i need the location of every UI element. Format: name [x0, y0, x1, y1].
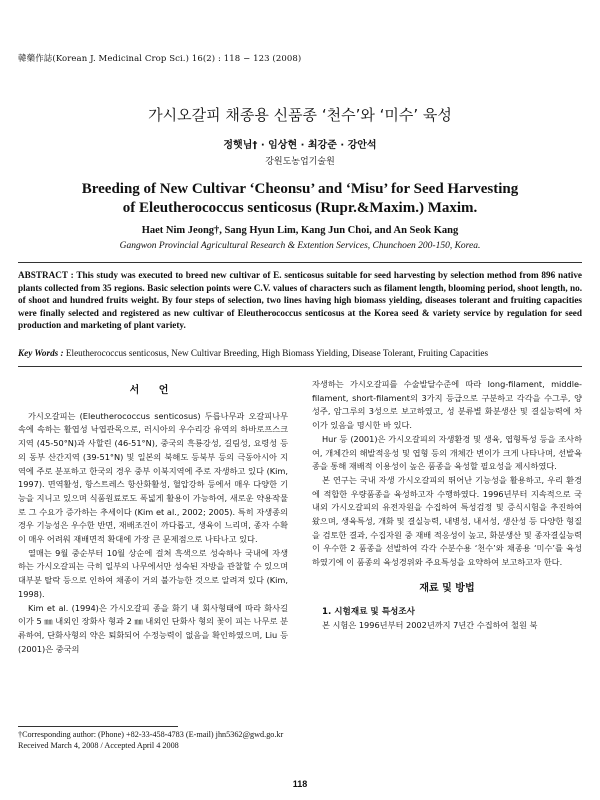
corresponding-author: †Corresponding author: (Phone) +82-33-458-4783 (E-mail) jhn5362@gwd.go.kr — [18, 730, 284, 739]
subsection-heading: 1. 시험재료 및 특성조사 — [322, 606, 415, 617]
title-english-line1: Breeding of New Cultivar ‘Cheonsu’ and ‘Misu’ for Seed Harvesting — [81, 181, 519, 197]
right-column — [312, 378, 582, 633]
keywords-label: Key Words : — [18, 348, 64, 358]
paragraph: Hur 등 (2001)은 가시오갈피의 자생환경 및 생육, 엽형특성 등을 조사하여, 개체간의 해발적응성 및 엽형 등의 개체간 변이가 크게 나타나며, 선발육종을 통해 재배적 이용성이 높은 품종을 육성할 필요성을 제시하였다. — [312, 433, 582, 472]
keywords-text: Eleutherococcus senticosus, New Cultivar Breeding, High Biomass Yielding, Disease Tolerant, Fruiting Capacities — [65, 348, 489, 358]
journal-header: 韓藥作誌(Korean J. Medicinal Crop Sci.) 16(2) : 118 − 123 (2008) — [18, 54, 302, 64]
paragraph: 본 연구는 국내 자생 가시오갈피의 뛰어난 기능성을 활용하고, 우리 환경에 적합한 우량품종을 육성하고자 수행하였다. 1996년부터 지속적으로 국내외 가시오갈피의 유전자원을 수집하여 특성검정 및 증식시험을 추진하여 왔으며, 생육특성, 개화 및 결실능력, 내병성, 내서성, 생산성 등 다양한 형질을 검토한 결과, 수집자원 중 재배 적응성이 높고, 화분생산 및 종자결실능력이 우수한 2 품종을 선발하여 각각 수분수용 ‘천수’와 채종용 ‘미수’를 육성하였기에 이 품종의 육성경위와 주요특성을 요약하여 보고하고자 한다. — [312, 474, 582, 568]
title-korean: 가시오갈피 채종용 신품종 ‘천수’와 ‘미수’ 육성 — [148, 106, 452, 124]
footnote — [18, 729, 418, 751]
abstract: ABSTRACT : This study was executed to breed new cultivar of E. senticosus suitable for seed harvesting by selection method from 896 native plants collected from 35 regions. Basic selection points were C.V. values of characters such as filament length, blooming period, shoot length, no. of shoot and hundred fruits weight. By four steps of selection, two lines having high biomass yielding, diseases tolerant and fruiting capacities were finally selected and registered as new cultivar of Eleutherococcus senticosus at the Korea seed & variety service by regulation for seed production and marketing of plant variety. — [18, 270, 582, 331]
paragraph: 가시오갈피는 (Eleutherococcus senticosus) 두릅나무과 오갈피나무속에 속하는 활엽성 낙엽관목으로, 러시아의 우수리강 유역의 하바로프스크 지역 (45-50°N)과 사할린 (46-51°N), 중국의 흑룡강성, 길림성, 요령성 등의 동부 산간지역 (39-51°N) 및 일본의 북해도 등북부 등의 극동아시아 지역에 주로 분포하고 한국의 경우 중부 이북지역에 주로 자생하고 있다 (Kim, 1997). 면역활성, 항스트레스 항산화활성, 혈압강하 등에서 매우 다양한 기능을 지니고 있으며 식품원료로도 폭넓게 활용이 가능하여, 새로운 약용작물로 그 수요가 증가하는 추세이다 (Kim et al., 2002; 2005). 특히 자생종의 경우 기능성은 우수한 반면, 재배조건이 까다롭고, 생육이 느리며, 종자 수확이 매우 어려워 재배면적 확대에 가장 큰 문제점으로 나타나고 있다. — [18, 410, 288, 545]
paragraph: 본 시험은 1996년부터 2002년까지 7년간 수집하여 철원 북 — [322, 620, 538, 631]
affiliation-korean: 강원도농업기술원 — [265, 157, 335, 167]
paragraph: 열매는 9월 중순부터 10월 상순에 걸쳐 흑색으로 성숙하나 국내에 자생하는 가시오갈피는 극히 일부의 나무에서만 성숙된 자방을 관찰할 수 있으며 대부분 탈락 등으로 인하여 채종이 거의 불가능한 것으로 알려져 있다 (Kim, 1998). — [18, 547, 288, 599]
left-column — [18, 378, 288, 656]
paragraph: Kim et al. (1994)은 가시오갈피 종을 화기 내 회사형태에 따라 화사길이가 5 ㎜ 내외인 장화사 형과 2 ㎜ 내외인 단화사 형의 꽃이 피는 나무로 분류하여, 단화사형의 약은 퇴화되어 수정능력이 없음을 확인하였으며, Liu 등 (2001)은 중국의 — [18, 602, 288, 654]
footnote-rule — [18, 726, 178, 727]
title-english — [20, 180, 580, 218]
page-number: 118 — [292, 779, 308, 789]
keywords — [18, 348, 582, 358]
affiliation-english: Gangwon Provincial Agricultural Research & Extention Services, Chunchoen 200-150, Korea. — [119, 241, 481, 251]
received-accepted-dates: Received March 4, 2008 / Accepted April 4 2008 — [18, 741, 179, 750]
paragraph: 자생하는 가시오갈피를 수술발달수준에 따라 long-filament, middle-filament, short-filament의 3가지 등급으로 구분하고 각각을 수그루, 양성주, 암그루의 3성으로 보고하였고, 성 분류별 화분생산 및 결실능력에 차이가 있음을 명시한 바 있다. — [312, 379, 582, 431]
authors-korean: 정햇님† · 임상현 · 최강준 · 강안석 — [223, 140, 377, 151]
authors-english: Haet Nim Jeong†, Sang Hyun Lim, Kang Jun Choi, and An Seok Kang — [141, 225, 459, 236]
abstract-top-rule — [18, 262, 582, 263]
title-english-line2: of Eleutherococcus senticosus (Rupr.&Maxim.) Maxim. — [122, 200, 478, 216]
abstract-bottom-rule — [18, 366, 582, 367]
section-title-introduction: 서 언 — [129, 385, 177, 396]
section-title-materials-methods: 재료 및 방법 — [419, 582, 475, 594]
